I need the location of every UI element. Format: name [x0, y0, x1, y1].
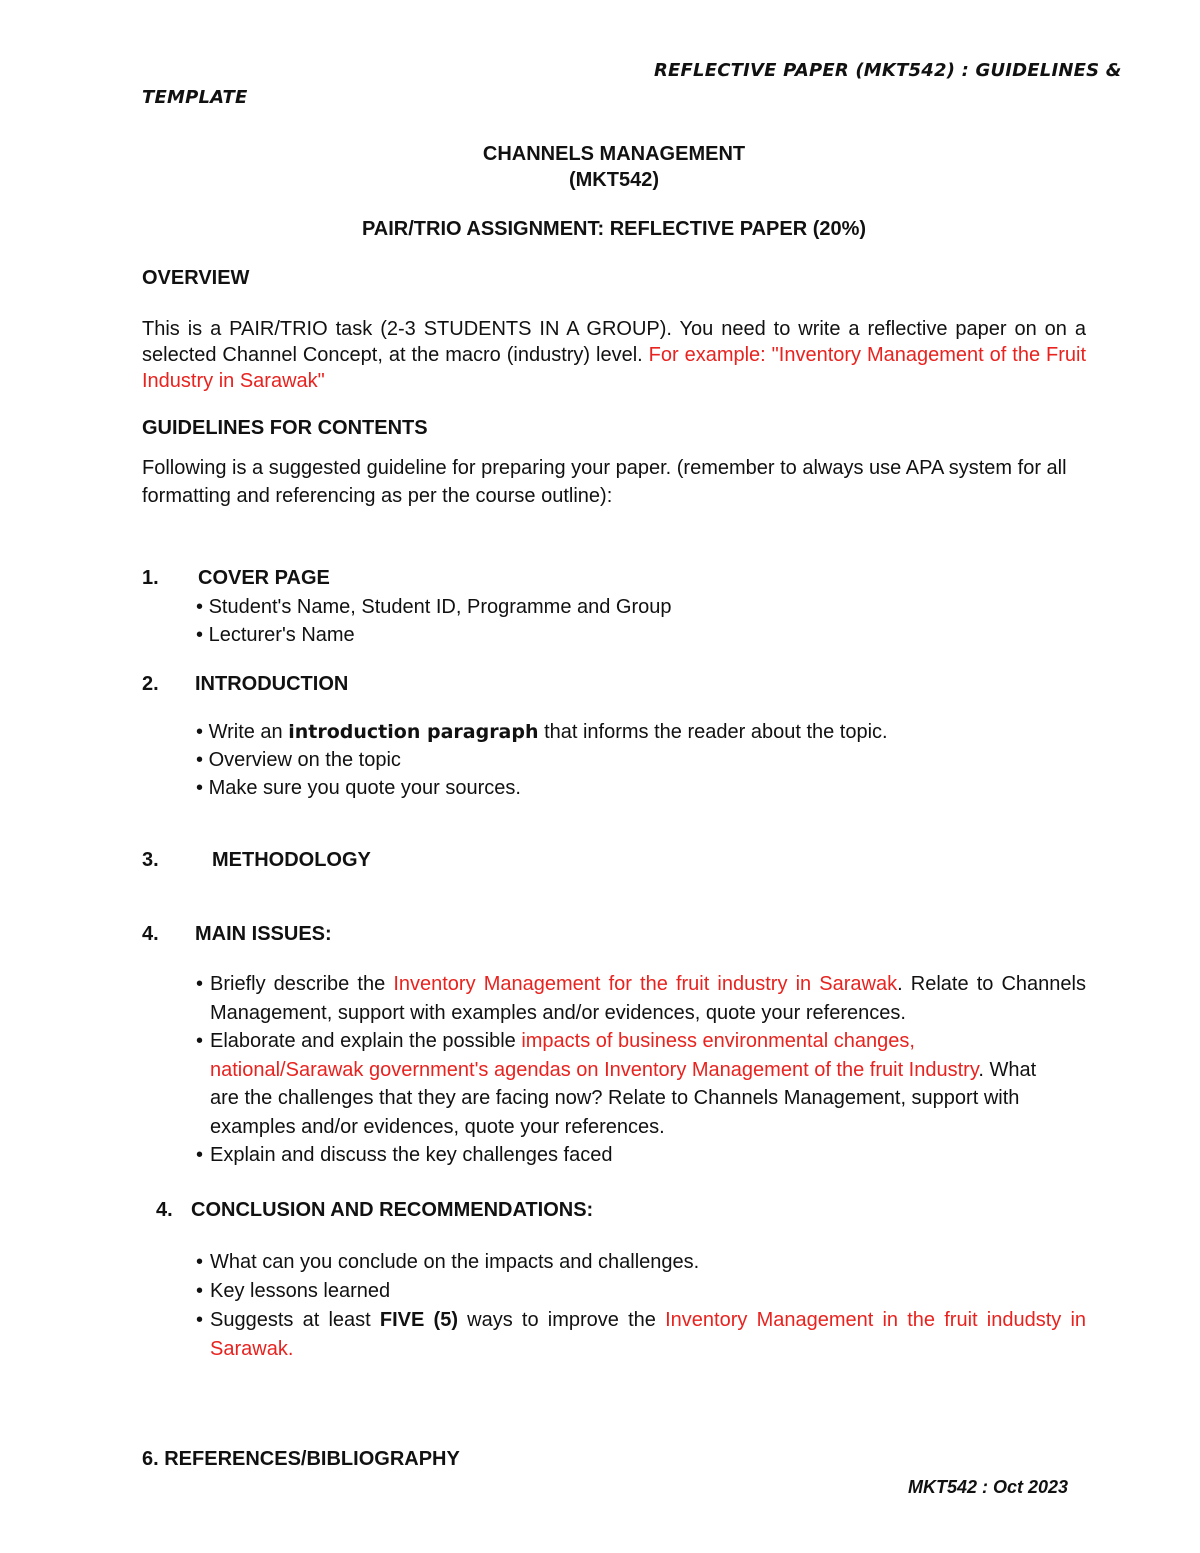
section-number: 2. — [142, 673, 159, 695]
overview-paragraph — [142, 316, 1086, 394]
bullet-icon: • — [196, 973, 204, 995]
bullet-icon: • — [196, 1309, 204, 1331]
section-title-conclusion: CONCLUSION AND RECOMMENDATIONS: — [191, 1199, 594, 1221]
bullet-icon: • — [196, 777, 204, 799]
bullet-icon: • — [196, 1030, 204, 1052]
bullet-icon: • — [196, 624, 204, 646]
list-item: • Overview on the topic — [196, 749, 401, 771]
overview-text: This is a PAIR/TRIO task (2-3 STUDENTS IN A GROUP). You need to write a reflective paper on on a selected Channel Concept, at the macro (industry) level. — [142, 318, 1086, 366]
course-title: CHANNELS MANAGEMENT — [482, 143, 746, 165]
list-item: • Explain and discuss the key challenges faced — [210, 1141, 1060, 1170]
list-item: • Make sure you quote your sources. — [196, 777, 521, 799]
section-title-main-issues: MAIN ISSUES: — [195, 923, 332, 945]
list-item: • Key lessons learned — [210, 1277, 1086, 1306]
bullet-icon: • — [196, 721, 204, 743]
bullet-icon: • — [196, 749, 204, 771]
section-title-introduction: INTRODUCTION — [195, 673, 349, 695]
list-item: • Student's Name, Student ID, Programme and Group — [196, 596, 672, 618]
overview-heading: OVERVIEW — [142, 267, 250, 289]
list-item: • Elaborate and explain the possible impacts of business environmental changes, national/Sarawak government's agendas on Inventory Management of the fruit Industry. What are the challenges that they are facing now? Relate to Channels Management, support with examples and/or evidences, quote your references. — [210, 1027, 1060, 1141]
section-number: 3. — [142, 849, 159, 871]
assignment-title: PAIR/TRIO ASSIGNMENT: REFLECTIVE PAPER (20%) — [361, 218, 867, 240]
section-title-cover: COVER PAGE — [198, 567, 330, 589]
page-footer: MKT542 : Oct 2023 — [908, 1477, 1069, 1497]
bullet-icon: • — [196, 1280, 204, 1302]
overview-example: For example: "Inventory Management of the Fruit Industry in Sarawak" — [142, 344, 1087, 392]
bullet-icon: • — [196, 1251, 204, 1273]
bullet-icon: • — [196, 596, 204, 618]
list-item: • Lecturer's Name — [196, 624, 355, 646]
section-number: 4. — [142, 923, 159, 945]
list-item: • Suggests at least FIVE (5) ways to improve the Inventory Management in the fruit indudsty in Sarawak. — [210, 1306, 1086, 1363]
running-header-line2: TEMPLATE — [142, 87, 248, 108]
list-item: • Write an introduction paragraph that informs the reader about the topic. — [196, 721, 888, 743]
section-title-methodology: METHODOLOGY — [212, 849, 371, 871]
running-header-line1: REFLECTIVE PAPER (MKT542) : GUIDELINES & — [654, 60, 1122, 81]
section-number: 4. — [156, 1199, 173, 1221]
list-item: • What can you conclude on the impacts and challenges. — [210, 1248, 1086, 1277]
section-number: 1. — [142, 567, 159, 589]
section-title-references: 6. REFERENCES/BIBLIOGRAPHY — [142, 1448, 460, 1470]
course-code: (MKT542) — [568, 169, 659, 191]
list-item: • Briefly describe the Inventory Management for the fruit industry in Sarawak. Relate to Channels Management, support with examples and/or evidences, quote your references. — [210, 970, 1086, 1027]
guidelines-heading: GUIDELINES FOR CONTENTS — [142, 417, 428, 439]
bullet-icon: • — [196, 1144, 204, 1166]
guidelines-paragraph: Following is a suggested guideline for preparing your paper. (remember to always use APA system for all formatting and referencing as per the course outline): — [142, 457, 1067, 507]
